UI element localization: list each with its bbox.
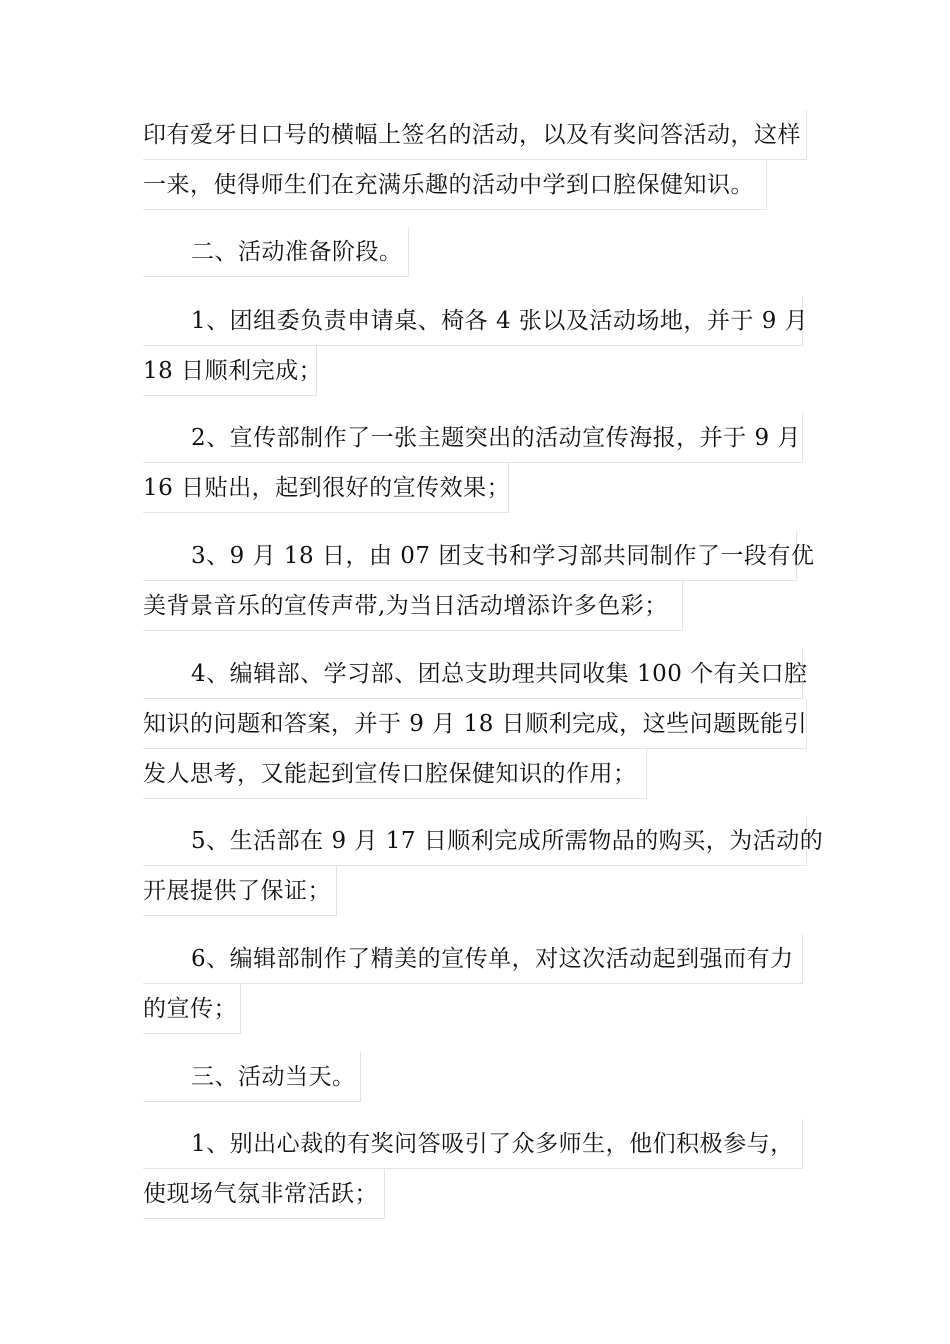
text-line: 一来，使得师生们在充满乐趣的活动中学到口腔保健知识。 xyxy=(143,160,767,210)
text-line: 的宣传； xyxy=(143,984,241,1034)
text-line: 发人思考，又能起到宣传口腔保健知识的作用； xyxy=(143,749,647,799)
text-line: 6、编辑部制作了精美的宣传单，对这次活动起到强而有力 xyxy=(143,934,803,984)
text-line: 18 日顺利完成； xyxy=(143,346,317,396)
text-line: 印有爱牙日口号的横幅上签名的活动，以及有奖问答活动，这样 xyxy=(143,110,807,160)
section-heading: 二、活动准备阶段。 xyxy=(143,227,409,277)
text-line: 知识的问题和答案，并于 9 月 18 日顺利完成，这些问题既能引 xyxy=(143,699,807,749)
text-line: 美背景音乐的宣传声带,为当日活动增添许多色彩； xyxy=(143,581,683,631)
text-line: 使现场气氛非常活跃； xyxy=(143,1169,385,1219)
text-line: 5、生活部在 9 月 17 日顺利完成所需物品的购买，为活动的 xyxy=(143,816,807,866)
text-line: 1、别出心裁的有奖问答吸引了众多师生，他们积极参与， xyxy=(143,1119,803,1169)
text-line: 2、宣传部制作了一张主题突出的活动宣传海报，并于 9 月 xyxy=(143,413,803,463)
text-line: 16 日贴出，起到很好的宣传效果； xyxy=(143,463,509,513)
text-line: 3、9 月 18 日，由 07 团支书和学习部共同制作了一段有优 xyxy=(143,531,797,581)
section-heading: 三、活动当天。 xyxy=(143,1052,361,1102)
text-line: 4、编辑部、学习部、团总支助理共同收集 100 个有关口腔 xyxy=(143,649,803,699)
text-line: 开展提供了保证； xyxy=(143,866,337,916)
text-line: 1、团组委负责申请桌、椅各 4 张以及活动场地，并于 9 月 xyxy=(143,296,803,346)
